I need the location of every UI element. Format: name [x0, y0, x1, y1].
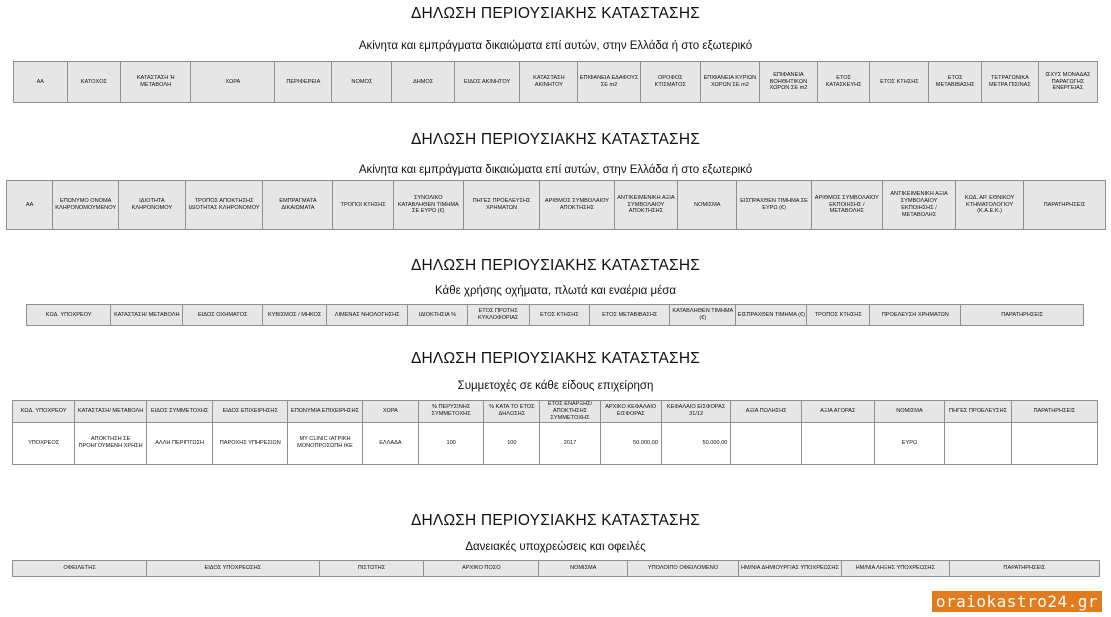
- column-header: ΝΟΜΙΣΜΑ: [678, 181, 737, 230]
- column-header: ΠΑΡΑΤΗΡΗΣΕΙΣ: [1011, 401, 1097, 423]
- header-row: [7, 181, 1106, 230]
- table-cell: ΕΥΡΩ: [874, 422, 945, 464]
- column-header: ΤΕΤΡΑΓΩΝΙΚΑ ΜΕΤΡΑ ΠΙΣΙΝΑΣ: [981, 62, 1038, 103]
- column-header: ΠΑΡΑΤΗΡΗΣΕΙΣ: [961, 305, 1084, 326]
- table-cell: MY CLINIC ΙΑΤΡΙΚΗ ΜΟΝΟΠΡΟΣΩΠΗ ΙΚΕ: [288, 422, 363, 464]
- section-4-title: ΔΗΛΩΣΗ ΠΕΡΙΟΥΣΙΑΚΗΣ ΚΑΤΑΣΤΑΣΗΣ: [410, 350, 701, 367]
- column-header: ΣΥΝΟΛΙΚΟ ΚΑΤΑΒΛΗΘΕΝ ΤΙΜΗΜΑ ΣΕ ΕΥΡΩ (€): [393, 181, 463, 230]
- column-header: ΕΙΔΟΣ ΕΠΙΧΕΙΡΗΣΗΣ: [213, 401, 288, 423]
- column-header: ΑΞΙΑ ΠΩΛΗΣΗΣ: [731, 401, 802, 423]
- column-header: ΕΙΔΟΣ ΑΚΙΝΗΤΟΥ: [454, 62, 520, 103]
- column-header: ΚΑΤΑΣΤΑΣΗ/ ΜΕΤΑΒΟΛΗ: [75, 401, 147, 423]
- column-header: ΕΤΟΣ ΚΤΗΣΗΣ: [870, 62, 929, 103]
- table-cell: 50.000,00: [661, 422, 731, 464]
- column-header: % ΠΕΡΥΣΙΝΗΣ ΣΥΜΜΕΤΟΧΗΣ: [418, 401, 483, 423]
- table-cell: 100: [484, 422, 540, 464]
- column-header: ΕΠΙΦΑΝΕΙΑ ΚΥΡΙΩΝ ΧΩΡΩΝ ΣΕ m2: [700, 62, 759, 103]
- vehicles-table: [26, 304, 1084, 326]
- table-cell: ΑΠΟΚΤΗΣΗ ΣΕ ΠΡΟΗΓΟΥΜΕΝΗ ΧΡΗΣΗ: [75, 422, 147, 464]
- column-header: ΕΤΟΣ ΚΤΗΣΗΣ: [529, 305, 590, 326]
- column-header: ΠΗΓΕΣ ΠΡΟΕΛΕΥΣΗΣ ΧΡΗΜΑΤΩΝ: [463, 181, 539, 230]
- section-4-subtitle: Συμμετοχές σε κάθε είδους επιχείρηση: [457, 380, 654, 392]
- table-cell: ΥΠΟΧΡΕΟΣ: [13, 422, 75, 464]
- column-header: % ΚΑΤΑ ΤΟ ΕΤΟΣ ΔΗΛΩΣΗΣ: [484, 401, 540, 423]
- column-header: ΤΡΟΠΟΣ ΚΤΗΣΗΣ: [807, 305, 870, 326]
- table-row: [13, 422, 1098, 464]
- column-header: ΕΠΩΝΥΜΟ ΟΝΟΜΑ ΚΛΗΡΟΝΟΜΟΥΜΕΝΟΥ: [53, 181, 119, 230]
- table-cell: [1011, 422, 1097, 464]
- column-header: ΙΔΙΟΚΤΗΣΙΑ %: [408, 305, 468, 326]
- column-header: ΟΦΕΙΛΕΤΗΣ: [13, 561, 147, 577]
- header-row: [14, 62, 1098, 103]
- column-header: ΚΩΔ. ΥΠΟΧΡΕΟΥ: [27, 305, 111, 326]
- column-header: ΛΙΜΕΝΑΣ ΝΗΟΛΟΓΗΣΗΣ: [327, 305, 408, 326]
- table-cell: [731, 422, 802, 464]
- column-header: ΚΥΒΙΣΜΟΣ / ΜΗΚΟΣ: [263, 305, 327, 326]
- section-5-title: ΔΗΛΩΣΗ ΠΕΡΙΟΥΣΙΑΚΗΣ ΚΑΤΑΣΤΑΣΗΣ: [410, 512, 701, 529]
- column-header: ΠΕΡΙΦΕΡΕΙΑ: [275, 62, 332, 103]
- section-3-title: ΔΗΛΩΣΗ ΠΕΡΙΟΥΣΙΑΚΗΣ ΚΑΤΑΣΤΑΣΗΣ: [410, 257, 701, 274]
- column-header: ΕΙΔΟΣ ΣΥΜΜΕΤΟΧΗΣ: [146, 401, 212, 423]
- column-header: ΠΑΡΑΤΗΡΗΣΕΙΣ: [1024, 181, 1106, 230]
- column-header: ΑΞΙΑ ΑΓΟΡΑΣ: [802, 401, 875, 423]
- column-header: ΧΩΡΑ: [362, 401, 418, 423]
- column-header: ΕΙΔΟΣ ΥΠΟΧΡΕΩΣΗΣ: [147, 561, 319, 577]
- column-header: ΠΗΓΕΣ ΠΡΟΕΛΕΥΣΗΣ: [945, 401, 1011, 423]
- table-cell: [945, 422, 1011, 464]
- column-header: ΤΡΟΠΟΣ ΑΠΟΚΤΗΣΗΣ ΙΔΙΟΤΗΤΑΣ ΚΛΗΡΟΝΟΜΟΥ: [185, 181, 263, 230]
- table-cell: ΠΑΡΟΧΗΣ ΥΠΗΡΕΣΙΩΝ: [213, 422, 288, 464]
- column-header: ΑΑ: [7, 181, 53, 230]
- column-header: ΑΡΧΙΚΟ ΚΕΦΑΛΑΙΟ ΕΙΣΦΟΡΑΣ: [600, 401, 661, 423]
- column-header: ΑΡΧΙΚΟ ΠΟΣΟ: [424, 561, 539, 577]
- section-3-subtitle: Κάθε χρήσης οχήματα, πλωτά και εναέρια μέσα: [435, 285, 676, 297]
- column-header: ΕΤΟΣ ΚΑΤΑΣΚΕΥΗΣ: [817, 62, 870, 103]
- column-header: ΑΝΤΙΚΕΙΜΕΝΙΚΗ ΑΞΙΑ ΣΥΜΒΟΛΑΙΟΥ ΑΠΟΚΤΗΣΗΣ: [614, 181, 678, 230]
- inherited-rights-table: [6, 180, 1106, 230]
- column-header: ΚΑΤΑΣΤΑΣΗ Ή ΜΕΤΑΒΟΛΗ: [121, 62, 191, 103]
- column-header: ΟΡΟΦΟΣ ΚΤΙΣΜΑΤΟΣ: [640, 62, 700, 103]
- column-header: ΠΑΡΑΤΗΡΗΣΕΙΣ: [949, 561, 1099, 577]
- column-header: ΙΣΧΥΣ ΜΟΝΑΔΑΣ ΠΑΡΑΓΩΓΗΣ ΕΝΕΡΓΕΙΑΣ: [1038, 62, 1097, 103]
- column-header: ΚΑΤΟΧΟΣ: [67, 62, 121, 103]
- header-row: [13, 401, 1098, 423]
- column-header: ΚΩΔ. ΥΠΟΧΡΕΟΥ: [13, 401, 75, 423]
- column-header: ΕΤΟΣ ΕΝΑΡΞΗΣ/ΑΠΟΚΤΗΣΗΣ ΣΥΜΜΕΤΟΧΗΣ: [540, 401, 600, 423]
- column-header: ΧΩΡΑ: [191, 62, 275, 103]
- column-header: ΚΑΤΑΣΤΑΣΗ/ ΜΕΤΑΒΟΛΗ: [111, 305, 183, 326]
- table-cell: ΕΛΛΑΔΑ: [362, 422, 418, 464]
- section-5-subtitle: Δανειακές υποχρεώσεις και οφειλές: [465, 541, 646, 553]
- table-cell: 50.000,00: [600, 422, 661, 464]
- business-holdings-table: [12, 400, 1098, 465]
- table-cell: [802, 422, 875, 464]
- column-header: ΝΟΜΙΣΜΑ: [874, 401, 945, 423]
- column-header: ΚΕΦΑΛΑΙΟ ΕΙΣΦΟΡΑΣ 31/12: [661, 401, 731, 423]
- real-estate-table: [13, 61, 1098, 103]
- column-header: ΗΜ/ΝΙΑ ΔΗΜΙΟΥΡΓΙΑΣ ΥΠΟΧΡΕΩΣΗΣ: [738, 561, 841, 577]
- column-header: ΕΠΩΝΥΜΙΑ ΕΠΙΧΕΙΡΗΣΗΣ: [288, 401, 363, 423]
- column-header: ΙΔΙΟΤΗΤΑ ΚΛΗΡΟΝΟΜΟΥ: [119, 181, 186, 230]
- table-cell: ΑΛΛΗ ΠΕΡΙΠΤΩΣΗ: [146, 422, 212, 464]
- column-header: ΕΤΟΣ ΜΕΤΑΒΙΒΑΣΗΣ: [590, 305, 670, 326]
- column-header: ΠΡΟΕΛΕΥΣΗ ΧΡΗΜΑΤΩΝ: [870, 305, 961, 326]
- column-header: ΑΑ: [14, 62, 68, 103]
- column-header: ΑΡΙΘΜΟΣ ΣΥΜΒΟΛΑΙΟΥ ΑΠΟΚΤΗΣΗΣ: [540, 181, 614, 230]
- column-header: ΚΑΤΑΒΛΗΘΕΝ ΤΙΜΗΜΑ (€): [670, 305, 736, 326]
- section-1-title: ΔΗΛΩΣΗ ΠΕΡΙΟΥΣΙΑΚΗΣ ΚΑΤΑΣΤΑΣΗΣ: [410, 5, 701, 22]
- column-header: ΠΙΣΤΩΤΗΣ: [319, 561, 424, 577]
- column-header: ΑΝΤΙΚΕΙΜΕΝΙΚΗ ΑΞΙΑ ΣΥΜΒΟΛΑΙΟΥ ΕΚΠΟΙΗΣΗΣ / ΜΕΤΑΒΟΛΗΣ: [882, 181, 955, 230]
- column-header: ΕΙΣΠΡΑΧΘΕΝ ΤΙΜΗΜΑ (€): [736, 305, 807, 326]
- column-header: ΕΜΠΡΑΓΜΑΤΑ ΔΙΚΑΙΩΜΑΤΑ: [263, 181, 333, 230]
- column-header: ΚΩΔ. ΑΡ. ΕΘΝΙΚΟΥ ΚΤΗΜΑΤΟΛΟΓΙΟΥ (Κ.Α.Ε.Κ.): [956, 181, 1024, 230]
- column-header: ΚΑΤΑΣΤΑΣΗ ΑΚΙΝΗΤΟΥ: [520, 62, 578, 103]
- column-header: ΕΙΔΟΣ ΟΧΗΜΑΤΟΣ: [183, 305, 263, 326]
- column-header: ΥΠΟΛΟΙΠΟ ΟΦΕΙΛΟΜΕΝΟ: [628, 561, 739, 577]
- column-header: ΕΙΣΠΡΑΧΘΕΝ ΤΙΜΗΜΑ ΣΕ ΕΥΡΩ (€): [737, 181, 811, 230]
- column-header: ΝΟΜΙΣΜΑ: [539, 561, 628, 577]
- column-header: ΕΠΙΦΑΝΕΙΑ ΒΟΗΘΗΤΙΚΩΝ ΧΩΡΩΝ ΣΕ m2: [759, 62, 817, 103]
- site-watermark: oraiokastro24.gr: [932, 591, 1102, 612]
- header-row: [13, 561, 1100, 577]
- section-2-title: ΔΗΛΩΣΗ ΠΕΡΙΟΥΣΙΑΚΗΣ ΚΑΤΑΣΤΑΣΗΣ: [410, 131, 701, 148]
- header-row: [27, 305, 1084, 326]
- section-2-subtitle: Ακίνητα και εμπράγματα δικαιώματα επί αυτών, στην Ελλάδα ή στο εξωτερικό: [358, 164, 753, 176]
- section-1-subtitle: Ακίνητα και εμπράγματα δικαιώματα επί αυτών, στην Ελλάδα ή στο εξωτερικό: [358, 40, 753, 52]
- column-header: ΑΡΙΘΜΟΣ ΣΥΜΒΟΛΑΙΟΥ ΕΚΠΟΙΗΣΗΣ /ΜΕΤΑΒΟΛΗΣ: [811, 181, 882, 230]
- column-header: ΔΗΜΟΣ: [392, 62, 454, 103]
- column-header: ΕΠΙΦΑΝΕΙΑ ΕΔΑΦΟΥΣ ΣΕ m2: [578, 62, 640, 103]
- column-header: ΝΟΜΟΣ: [332, 62, 392, 103]
- table-cell: 100: [418, 422, 483, 464]
- column-header: ΕΤΟΣ ΠΡΩΤΗΣ ΚΥΚΛΟΦΟΡΙΑΣ: [467, 305, 529, 326]
- column-header: ΕΤΟΣ ΜΕΤΑΒΙΒΑΣΗΣ: [929, 62, 982, 103]
- table-cell: 2017: [540, 422, 600, 464]
- loans-table: [12, 560, 1100, 577]
- column-header: ΤΡΟΠΟΙ ΚΤΗΣΗΣ: [333, 181, 393, 230]
- column-header: ΗΜ/ΝΙΑ ΛΗΞΗΣ ΥΠΟΧΡΕΩΣΗΣ: [841, 561, 949, 577]
